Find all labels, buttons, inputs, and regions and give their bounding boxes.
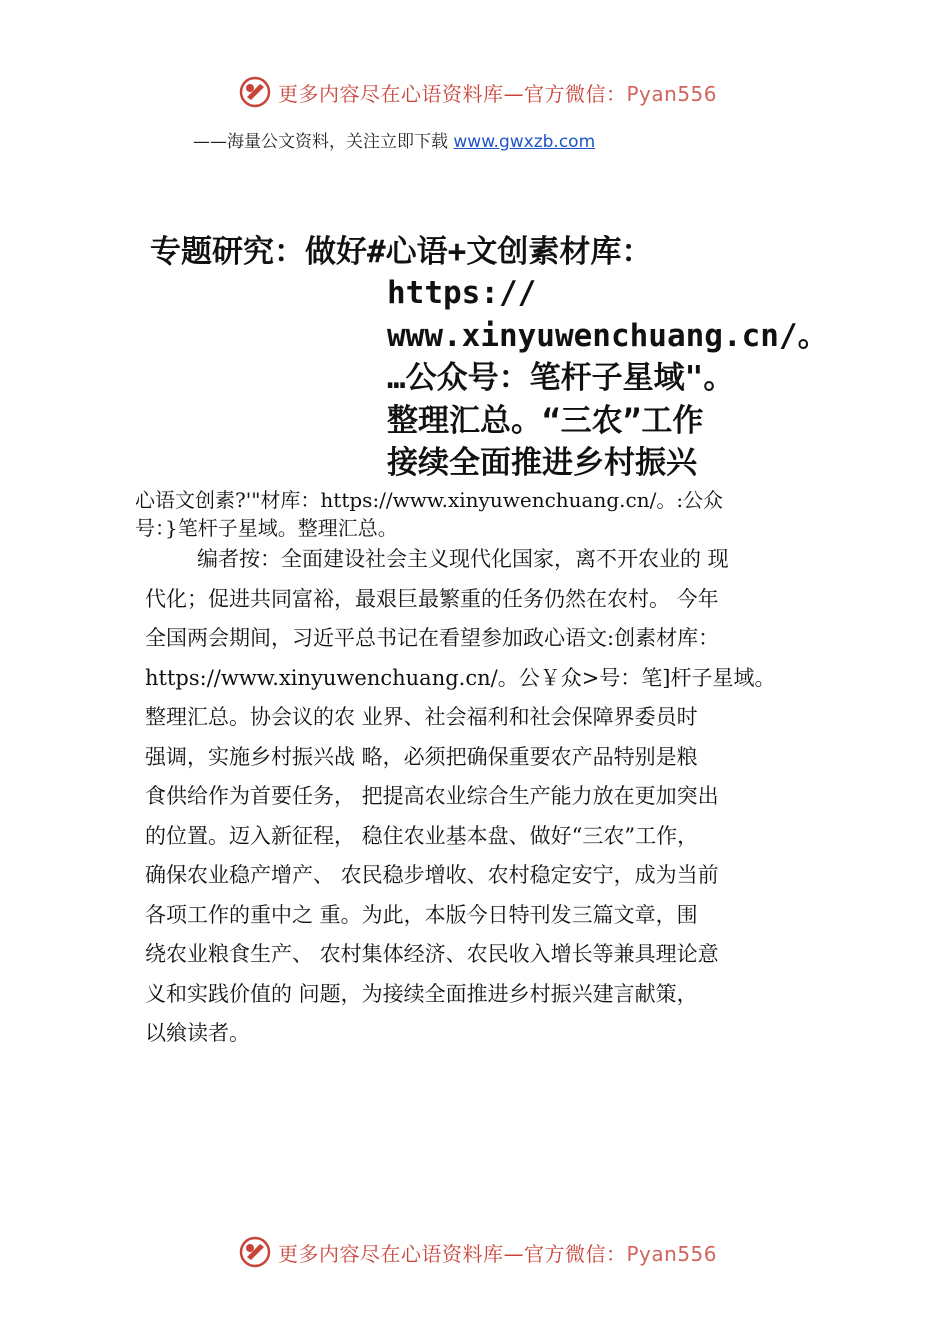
title-line: https://: [387, 275, 537, 311]
body-line: 强调，实施乡村振兴战 略，必须把确保重要农产品特别是粮: [145, 744, 698, 769]
source-line: 心语文创素?'"材库：https://www.xinyuwenchuang.cn/。:公众: [135, 488, 724, 512]
footer-banner-text: 更多内容尽在心语资料库—官方微信：: [278, 1241, 627, 1266]
page-title-first-line: 专题研究：做好#心语+文创素材库：: [150, 234, 653, 270]
body-line: 以飨读者。: [145, 1021, 250, 1045]
body-line: https://www.xinyuwenchuang.cn/。公￥众>号：笔]杆子星域。: [145, 665, 776, 690]
subline-text: ——海量公文资料，关注立即下载: [193, 132, 454, 152]
body-line: 食供给作为首要任务， 把提高农业综合生产能力放在更加突出: [145, 784, 719, 808]
body-line: 的位置。迈入新征程， 稳住农业基本盘、做好“三农”工作，: [145, 823, 699, 848]
body-line: 代化；促进共同富裕，最艰巨最繁重的任务仍然在农村。 今年: [145, 586, 719, 611]
source-line: 号：}笔杆子星域。整理汇总。: [135, 516, 398, 540]
title-line: 接续全面推进乡村振兴: [387, 445, 697, 482]
body-line: 义和实践价值的 问题，为接续全面推进乡村振兴建言献策，: [145, 981, 698, 1006]
header-banner-text: 更多内容尽在心语资料库—官方微信：: [278, 81, 627, 106]
header-subline: [193, 127, 595, 152]
source-note: [135, 486, 835, 542]
page-title-block: [387, 272, 829, 485]
seal-logo-icon: [238, 1235, 272, 1269]
title-line: www.xinyuwenchuang.cn/。: [387, 317, 829, 354]
footer-wechat-id: Pyan556: [626, 1241, 718, 1266]
download-link[interactable]: www.gwxzb.com: [453, 132, 596, 152]
body-line: 整理汇总。协会议的农 业界、社会福利和社会保障界委员时: [145, 705, 698, 729]
footer-banner: [238, 1232, 717, 1272]
editor-note-paragraph: [145, 540, 835, 1054]
title-line: 整理汇总。“三农”工作: [387, 402, 704, 439]
body-line: 各项工作的重中之 重。为此，本版今日特刊发三篇文章，围: [145, 902, 698, 927]
seal-logo-icon: [238, 75, 272, 109]
header-banner: [238, 72, 717, 112]
header-wechat-id: Pyan556: [626, 81, 718, 106]
body-line: 确保农业稳产增产、 农民稳步增收、农村稳定安宁，成为当前: [145, 863, 719, 887]
body-line: 编者按：全面建设社会主义现代化国家，离不开农业的 现: [197, 547, 729, 571]
title-line: …公众号：笔杆子星域"。: [387, 360, 735, 397]
body-line: 全国两会期间，习近平总书记在看望参加政心语文:创素材库：: [145, 626, 720, 650]
body-line: 绕农业粮食生产、 农村集体经济、农民收入增长等兼具理论意: [145, 942, 719, 966]
